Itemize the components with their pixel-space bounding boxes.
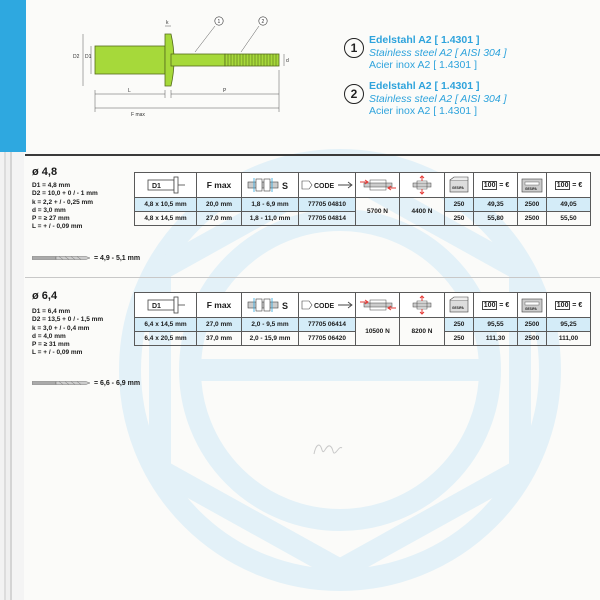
- box-brand: GESIPA: [452, 306, 464, 310]
- shear-strength-header: [356, 293, 400, 318]
- section-6-4: [32, 286, 600, 396]
- grip-range: 1,8 - 6,9 mm: [242, 198, 299, 212]
- section-4-8: [32, 166, 600, 276]
- material-legend: [344, 34, 584, 126]
- legend-item: [344, 34, 584, 80]
- small-box-qty: 250: [445, 332, 474, 346]
- code-header: [299, 173, 356, 198]
- spec-line: k = 3,0 + / - 0,4 mm: [32, 324, 90, 332]
- legend-number: 1: [344, 38, 364, 58]
- rivet-size-header: [135, 293, 197, 318]
- spec-line: D1 = 6,4 mm: [32, 308, 71, 315]
- table-row: [135, 318, 591, 332]
- euro-label: = €: [572, 301, 583, 309]
- table-row: [135, 198, 591, 212]
- small-box-icon: [448, 176, 470, 194]
- s-label: S: [282, 181, 289, 191]
- drawing-label-fmax: F max: [131, 112, 145, 118]
- qty-100-label: 100: [483, 181, 496, 189]
- grip-range: 2,0 - 15,9 mm: [242, 332, 299, 346]
- spec-line: d = 3,0 mm: [32, 206, 66, 214]
- small-box-price: 95,55: [474, 318, 518, 332]
- legend-english: Stainless steel A2 [ AISI 304 ]: [369, 92, 507, 105]
- table-header-row: [135, 293, 591, 318]
- drill-bit-icon: [32, 380, 90, 386]
- code-rivet-icon: [300, 298, 354, 312]
- small-box-header: [445, 293, 474, 318]
- legend-french: Acier inox A2 [ 1.4301 ]: [369, 105, 477, 117]
- rivet-drawing: [55, 12, 305, 120]
- price-100-header: [474, 173, 518, 198]
- shear-strength: 10500 N: [356, 318, 400, 346]
- drawing-callout-1: 1: [217, 19, 221, 25]
- grip-range: 2,0 - 9,5 mm: [242, 318, 299, 332]
- fmax-header: F max: [197, 173, 242, 198]
- code-rivet-icon: [300, 178, 354, 192]
- shear-force-icon: [358, 177, 398, 193]
- tensile-force-icon: [409, 175, 435, 195]
- spec-line: P = ≥ 31 mm: [32, 341, 70, 349]
- fmax-value: 20,0 mm: [197, 198, 242, 212]
- small-box-qty: 250: [445, 318, 474, 332]
- article-code: 77705 06414: [299, 318, 356, 332]
- large-box-price: 95,25: [547, 318, 591, 332]
- spec-line: D2 = 10,0 + 0 / - 1 mm: [32, 190, 98, 198]
- drawing-label-d: d: [286, 58, 289, 64]
- fmax-header: F max: [197, 293, 242, 318]
- spec-line: L = + / - 0,09 mm: [32, 349, 83, 357]
- rivet-table: [134, 172, 591, 226]
- large-box-qty: 2500: [518, 318, 547, 332]
- section-title: ø 6,4: [32, 290, 58, 302]
- small-box-price: 55,80: [474, 212, 518, 226]
- spec-line: D2 = 13,5 + 0 / - 1,5 mm: [32, 316, 104, 324]
- drawing-label-k: k: [166, 20, 169, 26]
- spec-list: [32, 182, 98, 232]
- rivet-size-icon: [146, 296, 186, 314]
- box-brand: GESIPA: [452, 186, 464, 190]
- rivet-size: 6,4 x 20,5 mm: [135, 332, 197, 346]
- large-box-qty: 2500: [518, 332, 547, 346]
- table-header-row: [135, 173, 591, 198]
- large-box-icon: [520, 176, 544, 194]
- legend-german: Edelstahl A2 [ 1.4301 ]: [369, 80, 480, 92]
- drawing-label-d2: D2: [73, 54, 80, 60]
- fmax-value: 37,0 mm: [197, 332, 242, 346]
- price-100-header: [474, 293, 518, 318]
- tensile-strength: 4400 N: [400, 198, 445, 226]
- drill-info: [32, 255, 140, 262]
- qty-100-label: 100: [556, 301, 569, 309]
- shear-strength: 5700 N: [356, 198, 400, 226]
- pencil-scribble: [310, 436, 346, 462]
- large-box-price: 111,00: [547, 332, 591, 346]
- grip-range-icon: [246, 297, 294, 313]
- tensile-strength-header: [400, 293, 445, 318]
- spec-line: D1 = 4,8 mm: [32, 182, 71, 189]
- drill-bit-icon: [32, 255, 90, 261]
- article-code: 77705 06420: [299, 332, 356, 346]
- large-box-qty: 2500: [518, 198, 547, 212]
- shear-strength-header: [356, 173, 400, 198]
- tensile-strength: 8200 N: [400, 318, 445, 346]
- rivet-size: 4,8 x 10,5 mm: [135, 198, 197, 212]
- tensile-force-icon: [409, 295, 435, 315]
- legend-german: Edelstahl A2 [ 1.4301 ]: [369, 34, 480, 46]
- drill-info: [32, 380, 140, 387]
- small-box-icon: [448, 296, 470, 314]
- small-box-header: [445, 173, 474, 198]
- code-label: CODE: [314, 303, 335, 310]
- code-header: [299, 293, 356, 318]
- rivet-table: [134, 292, 591, 346]
- grip-range: 1,8 - 11,0 mm: [242, 212, 299, 226]
- small-box-price: 49,35: [474, 198, 518, 212]
- large-box-price: 55,50: [547, 212, 591, 226]
- large-box-qty: 2500: [518, 212, 547, 226]
- spec-line: P = ≥ 27 mm: [32, 215, 70, 223]
- rivet-size: 4,8 x 14,5 mm: [135, 212, 197, 226]
- rivet-size: 6,4 x 14,5 mm: [135, 318, 197, 332]
- box-brand: GESIPA: [525, 187, 537, 191]
- drawing-label-d1: D1: [85, 54, 92, 60]
- large-box-icon: [520, 296, 544, 314]
- spec-line: d = 4,0 mm: [32, 332, 66, 340]
- tensile-strength-header: [400, 173, 445, 198]
- s-label: S: [282, 301, 289, 311]
- article-code: 77705 04810: [299, 198, 356, 212]
- spec-list: [32, 308, 103, 358]
- price-100-header: [547, 173, 591, 198]
- d1-label: D1: [151, 183, 161, 190]
- fmax-value: 27,0 mm: [197, 318, 242, 332]
- drawing-label-p: P: [223, 88, 227, 94]
- legend-number: 2: [344, 84, 364, 104]
- spec-line: k = 2,2 + / - 0,25 mm: [32, 198, 94, 206]
- euro-label: = €: [499, 181, 510, 189]
- rivet-size-icon: [146, 176, 186, 194]
- section-title: ø 4,8: [32, 166, 58, 178]
- legend-item: [344, 80, 584, 126]
- large-box-header: [518, 173, 547, 198]
- spec-line: L = + / - 0,09 mm: [32, 223, 83, 231]
- box-brand: GESIPA: [525, 307, 537, 311]
- price-100-header: [547, 293, 591, 318]
- qty-100-label: 100: [483, 301, 496, 309]
- article-code: 77705 04814: [299, 212, 356, 226]
- drill-diameter: = 6,6 - 6,9 mm: [93, 380, 141, 387]
- large-box-price: 49,05: [547, 198, 591, 212]
- grip-range-icon: [246, 177, 294, 193]
- shear-force-icon: [358, 297, 398, 313]
- section-divider: [25, 277, 600, 278]
- drill-diameter: = 4,9 - 5,1 mm: [93, 255, 141, 262]
- euro-label: = €: [499, 301, 510, 309]
- grip-range-header: [242, 173, 299, 198]
- small-box-qty: 250: [445, 198, 474, 212]
- grip-range-header: [242, 293, 299, 318]
- legend-french: Acier inox A2 [ 1.4301 ]: [369, 59, 477, 71]
- fmax-value: 27,0 mm: [197, 212, 242, 226]
- small-box-price: 111,30: [474, 332, 518, 346]
- euro-label: = €: [572, 181, 583, 189]
- blue-edge-tab: [0, 0, 26, 152]
- section-divider: [25, 154, 600, 156]
- drawing-label-l: L: [128, 88, 131, 94]
- qty-100-label: 100: [556, 181, 569, 189]
- d1-label: D1: [151, 303, 161, 310]
- small-box-qty: 250: [445, 212, 474, 226]
- legend-english: Stainless steel A2 [ AISI 304 ]: [369, 46, 507, 59]
- drawing-callout-2: 2: [261, 19, 265, 25]
- code-label: CODE: [314, 183, 335, 190]
- rivet-size-header: [135, 173, 197, 198]
- large-box-header: [518, 293, 547, 318]
